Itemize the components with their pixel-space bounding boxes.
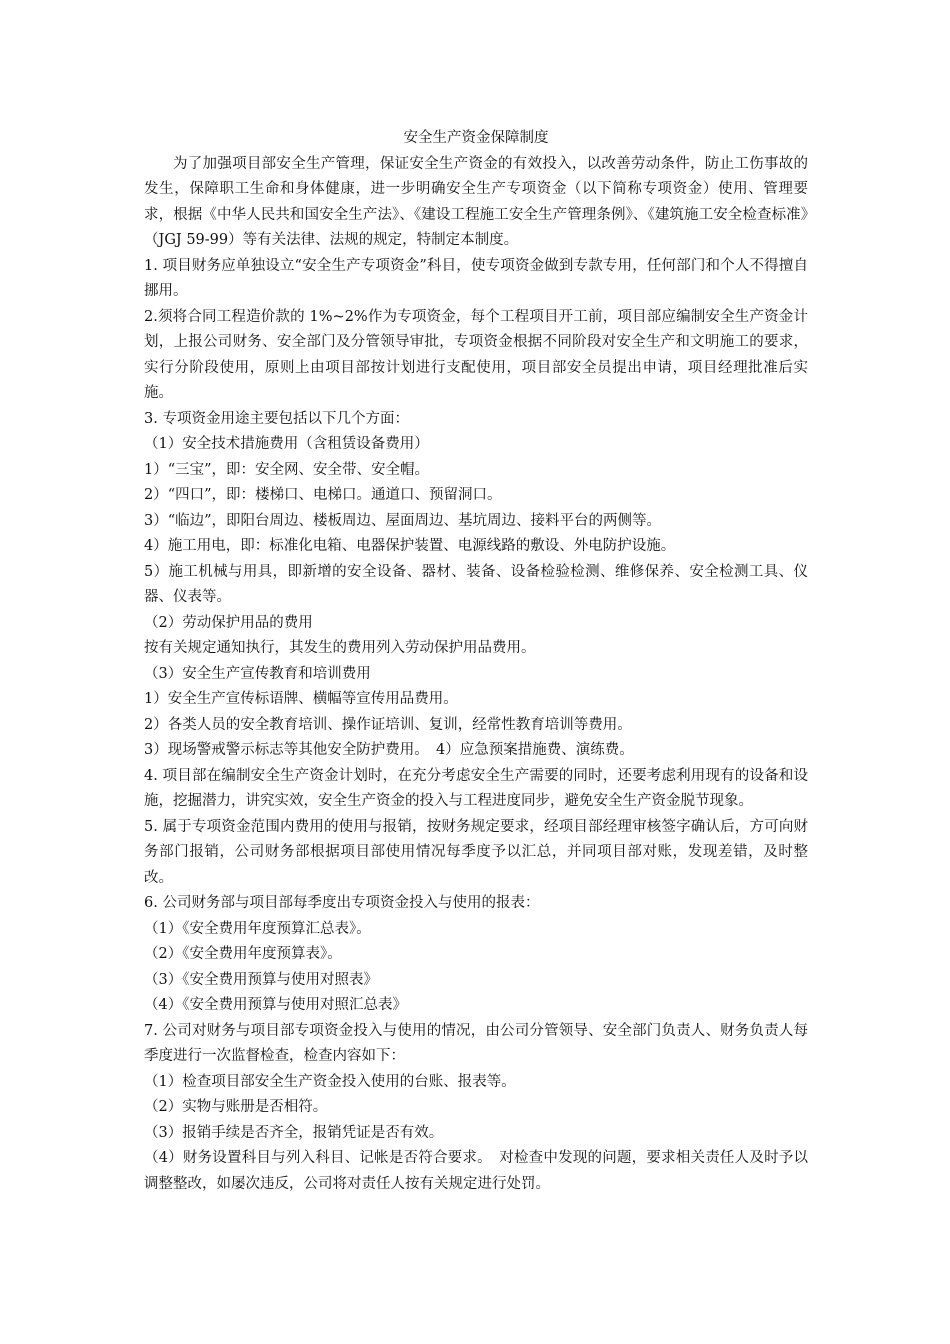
paragraph-subitem: （2）《安全费用年度预算表》。 xyxy=(144,946,342,962)
paragraph-subitem: 5）施工机械与用具，即新增的安全设备、器材、装备、设备检验检测、维修保养、安全检测工具、仪器、仪表等。 xyxy=(144,563,808,605)
paragraph-item-7: 7. 公司对财务与项目部专项资金投入与使用的情况，由公司分管领导、安全部门负责人、财务负责人每季度进行一次监督检查，检查内容如下： xyxy=(144,1022,808,1064)
paragraph-intro: 为了加强项目部安全生产管理，保证安全生产资金的有效投入，以改善劳动条件，防止工伤事故的发生，保障职工生命和身体健康，进一步明确安全生产专项资金（以下简称专项资金）使用、管理要求，根据《中华人民共和国安全生产法》、《建设工程施工安全生产管理条例》、《建筑施工安全检查标准》（JGJ 59-99）等有关法律、法规的规定，特制定本制度。 xyxy=(144,155,808,248)
paragraph-subitem: （4）财务设置科目与列入科目、记帐是否符合要求。 对检查中发现的问题，要求相关责任人及时予以调整整改，如屡次违反，公司将对责任人按有关规定进行处罚。 xyxy=(144,1150,808,1192)
paragraph-item-6: 6. 公司财务部与项目部每季度出专项资金投入与使用的报表： xyxy=(144,895,540,911)
paragraph-subitem: （4）《安全费用预算与使用对照汇总表》 xyxy=(144,997,407,1013)
paragraph-subitem: 2）各类人员的安全教育培训、操作证培训、复训，经常性教育培训等费用。 xyxy=(144,716,632,733)
paragraph-subitem: （2）实物与账册是否相符。 xyxy=(144,1099,328,1115)
paragraph-sub-1: （1）安全技术措施费用（含租赁设备费用） xyxy=(144,436,429,452)
paragraph-subitem: 2）“四口”，即：楼梯口、电梯口。通道口、预留洞口。 xyxy=(144,487,502,503)
paragraph-item-4: 4. 项目部在编制安全生产资金计划时，在充分考虑安全生产需要的同时，还要考虑利用现有的设备和设施，挖掘潜力，讲究实效，安全生产资金的投入与工程进度同步，避免安全生产资金脱节现象。 xyxy=(144,767,808,809)
paragraph-subitem: （1）检查项目部安全生产资金投入使用的台账、报表等。 xyxy=(144,1073,516,1090)
paragraph-subitem: （3）《安全费用预算与使用对照表》 xyxy=(144,971,378,988)
document-page xyxy=(144,126,808,1197)
document-title: 安全生产资金保障制度 xyxy=(403,130,549,146)
paragraph-subitem: 3）现场警戒警示标志等其他安全防护费用。 4）应急预案措施费、演练费。 xyxy=(144,742,634,758)
paragraph-item-2: 2.须将合同工程造价款的 1%~2%作为专项资金，每个工程项目开工前，项目部应编制安全生产资金计划，上报公司财务、安全部门及分管领导审批，专项资金根据不同阶段对安全生产和文明施工的要求，实行分阶段使用，原则上由项目部按计划进行支配使用，项目部安全员提出申请，项目经理批准后实施。 xyxy=(144,308,808,401)
paragraph-subitem: 1）安全生产宣传标语牌、横幅等宣传用品费用。 xyxy=(144,691,458,707)
paragraph-subitem: 1）“三宝”，即：安全网、安全带、安全帽。 xyxy=(144,461,430,478)
paragraph-subitem: 3）“临边”，即阳台周边、楼板周边、屋面周边、基坑周边、接料平台的两侧等。 xyxy=(144,512,662,529)
paragraph-item-3: 3. 专项资金用途主要包括以下几个方面： xyxy=(144,410,409,427)
paragraph-subitem: 按有关规定通知执行，其发生的费用列入劳动保护用品费用。 xyxy=(144,640,536,656)
paragraph-subitem: 4）施工用电，即：标准化电箱、电器保护装置、电源线路的敷设、外电防护设施。 xyxy=(144,538,676,554)
paragraph-item-5: 5. 属于专项资金范围内费用的使用与报销，按财务规定要求，经项目部经理审核签字确认后，方可向财务部门报销，公司财务部根据项目部使用情况每季度予以汇总，并同项目部对账，发现差错，及时整改。 xyxy=(144,818,808,886)
paragraph-sub-3: （3）安全生产宣传教育和培训费用 xyxy=(144,665,371,682)
paragraph-item-1: 1. 项目财务应单独设立“安全生产专项资金”科目，使专项资金做到专款专用，任何部门和个人不得擅自挪用。 xyxy=(144,257,808,299)
paragraph-sub-2: （2）劳动保护用品的费用 xyxy=(144,614,313,631)
paragraph-subitem: （1）《安全费用年度预算汇总表》。 xyxy=(144,920,371,937)
paragraph-subitem: （3）报销手续是否齐全，报销凭证是否有效。 xyxy=(144,1124,444,1141)
